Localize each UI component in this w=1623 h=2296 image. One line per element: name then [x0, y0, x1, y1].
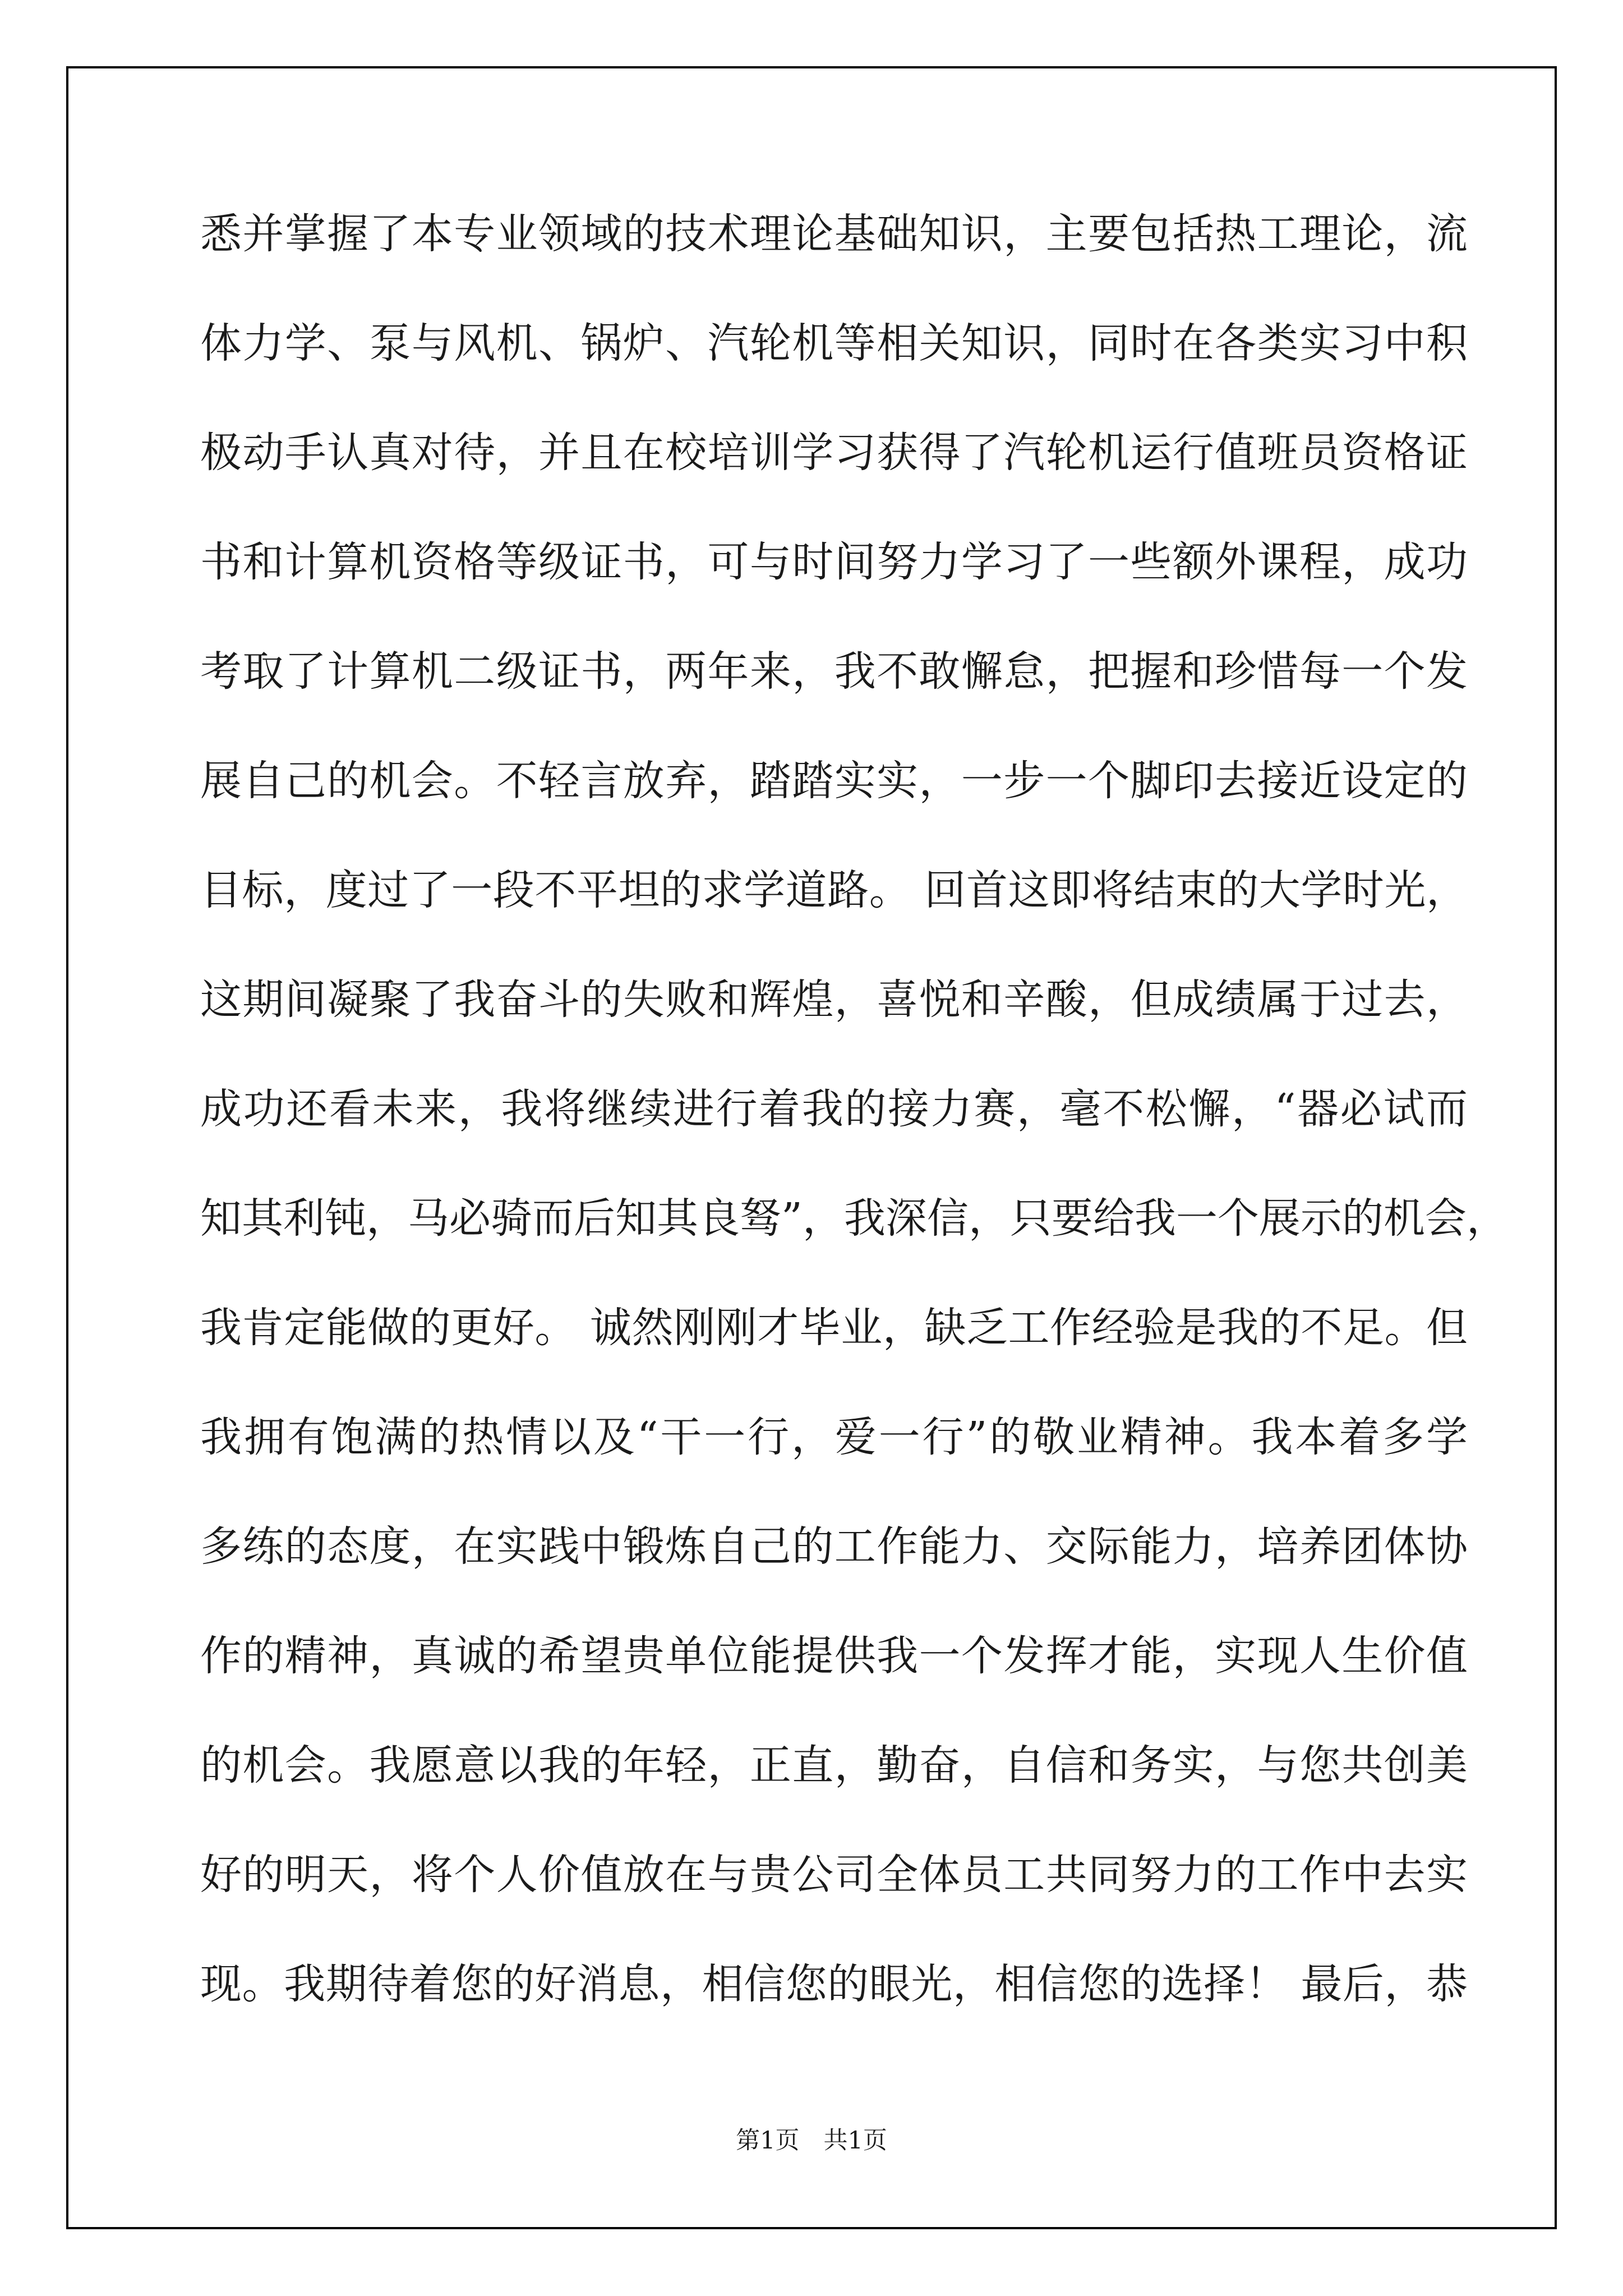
text-line: 这期间凝聚了我奋斗的失败和辉煌，喜悦和辛酸，但成绩属于过去， — [200, 976, 1468, 1024]
document-body — [200, 180, 1508, 2039]
text-line: 书和计算机资格等级证书，可与时间努力学习了一些额外课程，成功 — [200, 538, 1468, 586]
text-line: 成功还看未来，我将继续进行着我的接力赛，毫不松懈，“器必试而 — [200, 1085, 1468, 1133]
text-line: 考取了计算机二级证书，两年来，我不敢懈怠，把握和珍惜每一个发 — [200, 647, 1468, 696]
text-line: 知其利钝，马必骑而后知其良驽”，我深信，只要给我一个展示的机会， — [200, 1194, 1508, 1243]
text-line: 极动手认真对待，并且在校培训学习获得了汽轮机运行值班员资格证 — [200, 429, 1468, 477]
text-line: 好的明天，将个人价值放在与贵公司全体员工共同努力的工作中去实 — [200, 1851, 1468, 1899]
text-line: 作的精神，真诚的希望贵单位能提供我一个发挥才能，实现人生价值 — [200, 1632, 1468, 1680]
text-line: 体力学、泵与风机、锅炉、汽轮机等相关知识，同时在各类实习中积 — [200, 319, 1468, 367]
text-line: 多练的态度，在实践中锻炼自己的工作能力、交际能力，培养团体协 — [200, 1522, 1468, 1571]
text-line: 我拥有饱满的热情以及“干一行，爱一行”的敬业精神。我本着多学 — [200, 1413, 1468, 1461]
text-line: 展自己的机会。不轻言放弃，踏踏实实，一步一个脚印去接近设定的 — [200, 757, 1468, 805]
text-line: 现。我期待着您的好消息，相信您的眼光，相信您的选择！ 最后，恭 — [200, 1960, 1468, 2008]
text-line: 目标，度过了一段不平坦的求学道路。 回首这即将结束的大学时光， — [200, 866, 1468, 914]
page-number-footer: 第1页 共1页 — [736, 2127, 887, 2155]
text-line: 我肯定能做的更好。 诚然刚刚才毕业，缺乏工作经验是我的不足。但 — [200, 1304, 1468, 1352]
text-line: 悉并掌握了本专业领域的技术理论基础知识，主要包括热工理论，流 — [200, 210, 1468, 258]
text-line: 的机会。我愿意以我的年轻，正直，勤奋，自信和务实，与您共创美 — [200, 1741, 1468, 1789]
